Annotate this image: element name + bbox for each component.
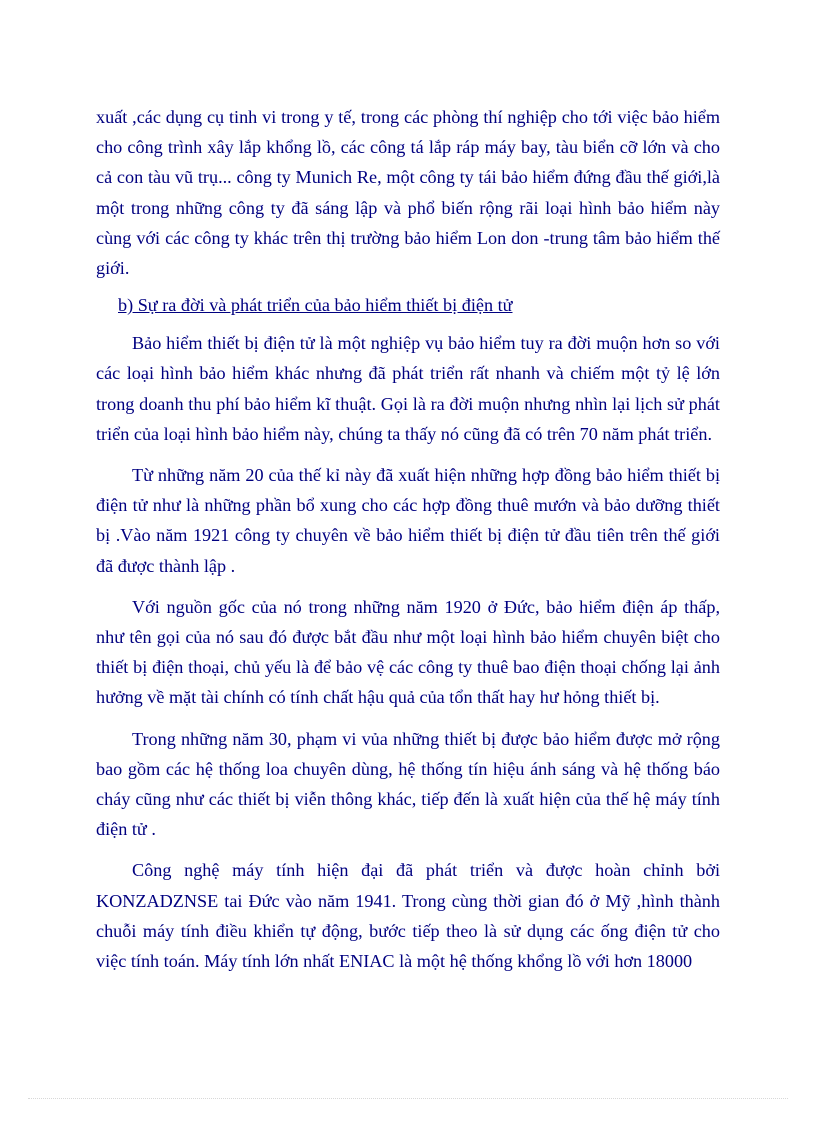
paragraph-intro: xuất ,các dụng cụ tinh vi trong y tế, trong các phòng thí nghiệp cho tới việc bảo hiểm cho công trình xây lắp khổng lồ, các công tá lắp ráp máy bay, tàu biển cỡ lớn và cho cả con tàu vũ trụ... công ty Munich Re, một công ty tái bảo hiểm đứng đầu thế giới,là một trong những công ty đã sáng lập và phổ biến rộng rãi loại hình bảo hiểm này cùng với các công ty khác trên thị trường bảo hiểm Lon don -trung tâm bảo hiểm thế giới.: [96, 107, 720, 279]
document-page: [96, 102, 720, 976]
section-heading: [96, 290, 720, 320]
paragraph-5: Trong những năm 30, phạm vi vủa những thiết bị được bảo hiểm được mở rộng bao gồm các hệ thống loa chuyên dùng, hệ thống tín hiệu ánh sáng và hệ thống báo cháy cũng như các thiết bị viễn thông khác, tiếp đến là xuất hiện của thế hệ máy tính điện tử .: [96, 728, 720, 840]
paragraph-3: Từ những năm 20 của thế kỉ này đã xuất hiện những hợp đồng bảo hiểm thiết bị điện tử như là những phần bổ xung cho các hợp đồng thuê mướn và bảo dưỡng thiết bị .Vào năm 1921 công ty chuyên về bảo hiểm thiết bị điện tử đầu tiên trên thế giới đã được thành lập .: [96, 465, 720, 576]
section-heading-text: b) Sự ra đời và phát triển của bảo hiểm thiết bị điện tử: [118, 295, 513, 316]
paragraph-4: Với nguồn gốc của nó trong những năm 1920 ở Đức, bảo hiểm điện áp thấp, như tên gọi của nó sau đó được bắt đầu như một loại hình bảo hiểm chuyên biệt cho thiết bị điện thoại, chủ yếu là để bảo vệ các công ty thuê bao điện thoại chống lại ảnh hưởng về mặt tài chính có tính chất hậu quả của tổn thất hay hư hỏng thiết bị.: [96, 596, 720, 708]
paragraph-2: Bảo hiểm thiết bị điện tử là một nghiệp vụ bảo hiểm tuy ra đời muộn hơn so với các loại hình bảo hiểm khác nhưng đã phát triển rất nhanh và chiếm một tỷ lệ lớn trong doanh thu phí bảo hiểm kĩ thuật. Gọi là ra đời muộn nhưng nhìn lại lịch sử phát triển của loại hình bảo hiểm này, chúng ta thấy nó cũng đã có trên 70 năm phát triển.: [96, 333, 720, 444]
page-bottom-divider: [28, 1098, 788, 1099]
paragraph-6: Công nghệ máy tính hiện đại đã phát triển và được hoàn chỉnh bởi KONZADZNSE tai Đức vào năm 1941. Trong cùng thời gian đó ở Mỹ ,hình thành chuỗi máy tính điều khiển tự động, bước tiếp theo là sử dụng các ống điện tử cho việc tính toán. Máy tính lớn nhất ENIAC là một hệ thống khổng lồ với hơn 18000: [96, 860, 720, 972]
